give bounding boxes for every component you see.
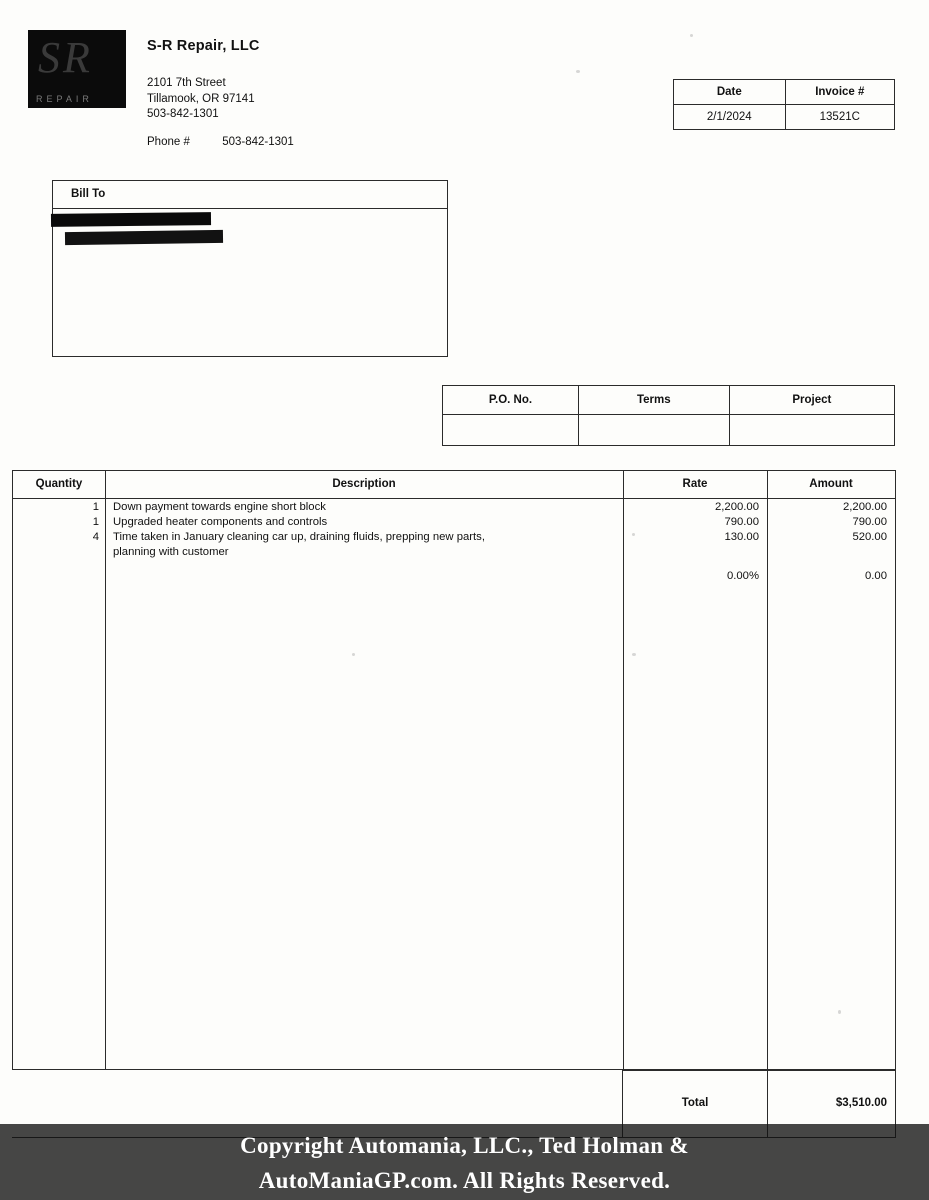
terms-value — [578, 415, 729, 446]
scan-speck — [576, 70, 580, 73]
scan-speck — [690, 34, 693, 37]
bill-to-box — [52, 180, 448, 357]
scan-speck — [352, 653, 355, 656]
row-quantity: 1 — [92, 516, 99, 528]
date-header: Date — [674, 80, 786, 105]
rate-header: Rate — [682, 478, 708, 490]
invoice-number-header: Invoice # — [785, 80, 894, 105]
watermark-line-2: AutoManiaGP.com. All Rights Reserved. — [258, 1168, 671, 1193]
row-rate: 0.00% — [726, 570, 759, 582]
company-address-line2: Tillamook, OR 97141 — [147, 92, 255, 105]
row-amount: 790.00 — [852, 516, 887, 528]
company-address — [147, 76, 255, 123]
scan-speck — [838, 1010, 841, 1014]
company-logo — [28, 30, 126, 108]
project-value — [729, 415, 894, 446]
row-description: Down payment towards engine short block — [113, 501, 326, 513]
line-items-body — [13, 501, 895, 583]
table-row — [13, 516, 895, 531]
scan-speck — [632, 653, 636, 656]
company-name: S-R Repair, LLC — [147, 38, 260, 54]
logo-monogram: SR — [38, 33, 93, 82]
total-label: Total — [681, 1097, 709, 1109]
amount-header: Amount — [809, 478, 853, 490]
terms-header: Terms — [578, 386, 729, 415]
invoice-meta-table — [673, 79, 895, 130]
row-quantity: 4 — [92, 531, 99, 543]
row-description: Time taken in January cleaning car up, draining fluids, prepping new parts, — [113, 531, 485, 543]
company-address-line1: 2101 7th Street — [147, 77, 226, 89]
row-amount: 2,200.00 — [843, 501, 887, 513]
table-row — [13, 546, 895, 561]
company-phone — [147, 136, 294, 148]
description-header: Description — [332, 478, 396, 490]
bill-to-label: Bill To — [53, 181, 447, 209]
scan-speck — [632, 533, 635, 536]
quantity-header: Quantity — [35, 478, 83, 490]
table-row — [13, 501, 895, 516]
po-value-row — [443, 415, 895, 446]
row-rate: 2,200.00 — [715, 501, 759, 513]
invoice-meta-value-row — [674, 105, 895, 130]
date-value: 2/1/2024 — [674, 105, 786, 130]
line-items-table — [12, 470, 896, 1070]
invoice-number-value: 13521C — [785, 105, 894, 130]
logo-wordmark: REPAIR — [36, 94, 93, 104]
watermark-line-1: Copyright Automania, LLC., Ted Holman & — [240, 1133, 689, 1158]
row-description: Upgraded heater components and controls — [113, 516, 328, 528]
row-amount: 520.00 — [852, 531, 887, 543]
copyright-watermark — [0, 1124, 929, 1200]
company-address-line3: 503-842-1301 — [147, 108, 219, 120]
row-rate: 790.00 — [724, 516, 759, 528]
table-row — [13, 561, 895, 583]
row-quantity: 1 — [92, 501, 99, 513]
company-phone-label: Phone # — [147, 136, 190, 148]
po-terms-project-table — [442, 385, 895, 446]
project-header: Project — [729, 386, 894, 415]
po-number-value — [443, 415, 579, 446]
invoice-meta-header-row — [674, 80, 895, 105]
po-header-row — [443, 386, 895, 415]
total-value: $3,510.00 — [835, 1097, 887, 1109]
row-description: planning with customer — [113, 546, 229, 558]
line-items-header — [13, 471, 895, 499]
row-rate: 130.00 — [724, 531, 759, 543]
table-row — [13, 531, 895, 546]
company-phone-value: 503-842-1301 — [222, 136, 294, 148]
row-amount: 0.00 — [865, 570, 887, 582]
po-number-header: P.O. No. — [443, 386, 579, 415]
redaction-bar-name — [51, 212, 211, 227]
redaction-bar-address — [65, 230, 223, 245]
